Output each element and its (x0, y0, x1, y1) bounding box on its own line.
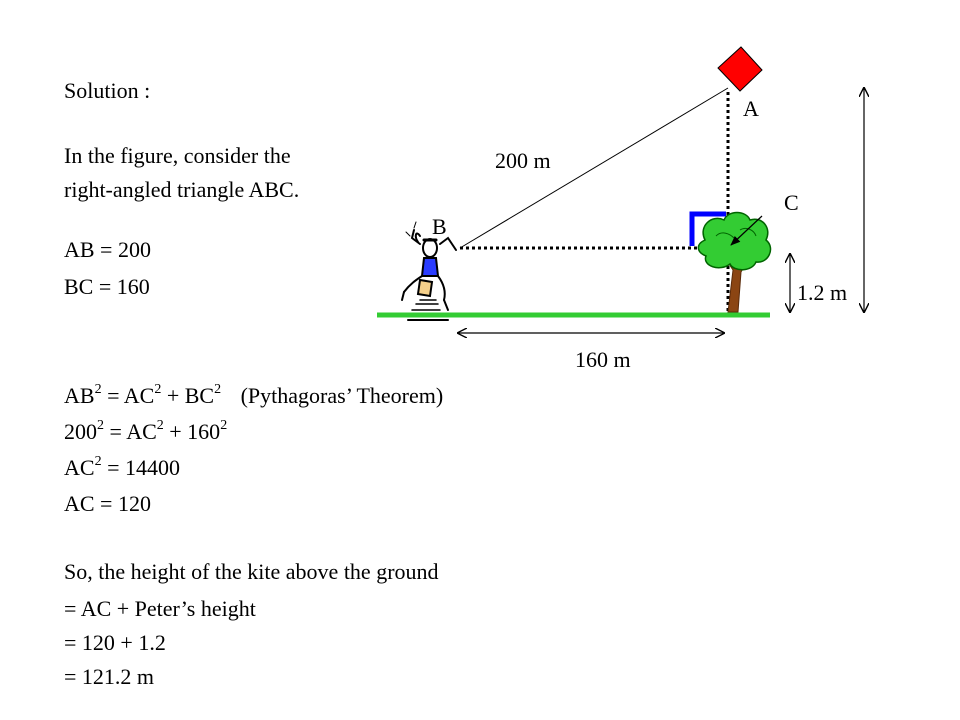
conclusion-line-1: So, the height of the kite above the ground (64, 559, 439, 584)
conclusion-line-4: = 121.2 m (64, 664, 155, 689)
pythagoras-note: (Pythagoras’ Theorem) (240, 383, 444, 408)
label-string-length: 200 m (495, 148, 551, 173)
equation-pythagoras: $AB^2 = AC^2 + BC^2$ (Pythagoras’ Theorem) (64, 381, 444, 408)
label-point-a: A (743, 96, 759, 121)
conclusion-line-2: = AC + Peter’s height (64, 596, 256, 621)
equation-ac-squared: $AC^2 = 14400$ (64, 453, 180, 480)
given-ab: AB = 200 (64, 237, 151, 262)
solution-heading: Solution : (64, 78, 151, 103)
given-bc: BC = 160 (64, 274, 150, 299)
label-point-b: B (432, 214, 447, 239)
label-peter-height: 1.2 m (797, 280, 848, 305)
equation-ac-value: AC = 120 (64, 491, 151, 516)
label-point-c: C (784, 190, 799, 215)
conclusion-line-3: = 120 + 1.2 (64, 630, 166, 655)
intro-line-1: In the figure, consider the (64, 143, 291, 168)
peter-figure (402, 222, 456, 320)
intro-line-2: right-angled triangle ABC. (64, 177, 300, 202)
kite (718, 47, 762, 91)
label-ground-distance: 160 m (575, 347, 631, 372)
tree (698, 213, 770, 313)
equation-substitution: $200^2 = AC^2 + 160^2$ (64, 417, 228, 444)
